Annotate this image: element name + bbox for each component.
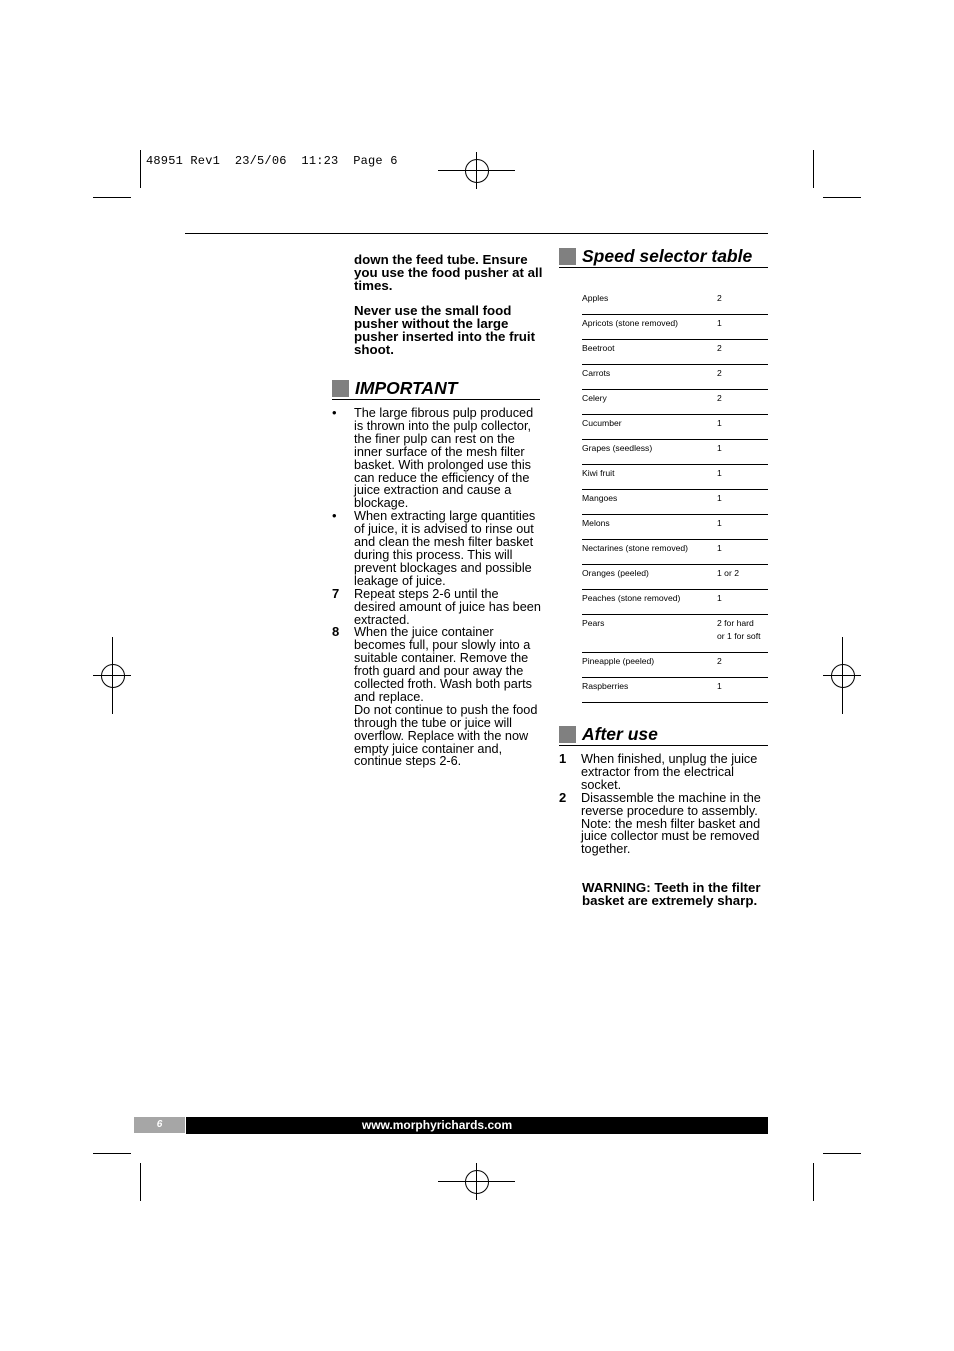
speed-value-alt: or 1 for soft: [717, 631, 761, 641]
step-item: [559, 753, 769, 792]
crop-mark: [823, 1153, 861, 1154]
fruit-name: Apples: [582, 293, 609, 303]
speed-value: 1: [717, 318, 722, 328]
table-row: [582, 290, 768, 315]
heading-marker: [332, 380, 349, 397]
bullet-text: The large fibrous pulp produced is thrown into the pulp collector, the finer pulp can rest on the inner surface of the mesh filter basket. With prolonged use this can reduce the efficiency of the juice extraction and cause a blockage.: [354, 406, 534, 511]
footer-bar: [186, 1117, 768, 1134]
speed-value: 1: [717, 681, 722, 691]
table-row: [582, 565, 768, 590]
table-row: [582, 440, 768, 465]
fruit-name: Kiwi fruit: [582, 468, 615, 478]
crop-mark: [93, 197, 131, 198]
after-use-heading-text: After use: [582, 724, 658, 744]
table-row: [582, 315, 768, 340]
crop-mark: [813, 1163, 814, 1201]
speed-value: 1: [717, 543, 722, 553]
step-number: 7: [332, 585, 340, 601]
fruit-name: Peaches (stone removed): [582, 593, 681, 603]
bullet-marker: •: [332, 508, 337, 524]
table-row: [582, 653, 768, 678]
fruit-name: Mangoes: [582, 493, 618, 503]
step-item: [559, 789, 769, 857]
table-row: [582, 490, 768, 515]
step-text: When the juice container becomes full, pour slowly into a suitable container. Remove the froth guard and pour away the collected froth. Wash both parts and replace.: [354, 625, 532, 704]
step-item: [332, 585, 542, 627]
warning-text: WARNING: Teeth in the filter basket are extremely sharp.: [582, 880, 761, 908]
page-number: 6: [156, 1119, 163, 1130]
crop-mark: [93, 1153, 131, 1154]
small-pusher-warning: Never use the small food pusher without the large pusher inserted into the fruit shoot.: [354, 303, 535, 357]
table-row: [582, 590, 768, 615]
after-use-steps: [559, 753, 769, 856]
fruit-name: Carrots: [582, 368, 611, 378]
step-number: 1: [559, 751, 567, 766]
table-row: [582, 390, 768, 415]
table-row: [582, 465, 768, 490]
speed-value: 2: [717, 393, 722, 403]
table-row: [582, 515, 768, 540]
speed-table-heading-text: Speed selector table: [582, 246, 753, 266]
fruit-name: Oranges (peeled): [582, 568, 649, 578]
step-note: Note: the mesh filter basket and juice collector must be removed together.: [581, 816, 761, 857]
fruit-name: Raspberries: [582, 681, 629, 691]
important-heading-text: IMPORTANT: [355, 378, 458, 398]
step-number: 8: [332, 624, 340, 640]
speed-selector-table: [582, 290, 768, 703]
website-url: www.morphyrichards.com: [361, 1118, 513, 1132]
speed-value: 1: [717, 493, 722, 503]
heading-marker: [559, 726, 576, 743]
step-text: Disassemble the machine in the reverse procedure to assembly.: [581, 790, 761, 818]
speed-table-heading: [559, 247, 768, 268]
speed-value: 1: [717, 418, 722, 428]
table-row: [582, 365, 768, 390]
step-note: Do not continue to push the food through the tube or juice will overflow. Replace with the now empty juice container and, continue steps 2-6.: [354, 702, 538, 769]
step-item: [332, 626, 542, 768]
step-text: Repeat steps 2-6 until the desired amount of juice has been extracted.: [354, 586, 541, 627]
speed-value: 1 or 2: [717, 568, 739, 578]
speed-value: 2: [717, 656, 722, 666]
step-text: When finished, unplug the juice extractor from the electrical socket.: [581, 752, 758, 792]
speed-value: 2: [717, 343, 722, 353]
bullet-item: [332, 407, 542, 510]
top-rule: [185, 233, 768, 234]
speed-value: 2: [717, 368, 722, 378]
fruit-name: Apricots (stone removed): [582, 318, 678, 328]
speed-value: 1: [717, 443, 722, 453]
crop-mark: [813, 150, 814, 188]
feed-tube-instruction: down the feed tube. Ensure you use the food pusher at all times.: [354, 252, 543, 293]
crop-mark: [140, 1163, 141, 1201]
table-row: [582, 540, 768, 565]
after-use-heading: [559, 725, 768, 746]
step-number: 2: [559, 789, 567, 805]
table-row: [582, 340, 768, 365]
fruit-name: Nectarines (stone removed): [582, 543, 689, 553]
speed-value: 2: [717, 293, 722, 303]
important-list: [332, 407, 542, 768]
fruit-name: Cucumber: [582, 418, 622, 428]
speed-value: 2 for hard: [717, 618, 754, 628]
crop-mark: [823, 197, 861, 198]
speed-value: 1: [717, 518, 722, 528]
fruit-name: Celery: [582, 393, 607, 403]
important-heading: [332, 379, 540, 400]
fruit-name: Pears: [582, 618, 605, 628]
speed-value: 1: [717, 593, 722, 603]
table-row: [582, 415, 768, 440]
bullet-item: [332, 510, 542, 587]
bullet-text: When extracting large quantities of juice, it is advised to rinse out and clean the mesh filter basket during this process. This will prevent blockages and possible leakage of juice.: [354, 509, 536, 588]
crop-mark: [140, 150, 141, 188]
bullet-marker: •: [332, 405, 337, 420]
table-row: [582, 678, 768, 703]
print-slug: 48951 Rev1 23/5/06 11:23 Page 6: [146, 154, 398, 168]
table-row: [582, 615, 768, 653]
heading-marker: [559, 248, 576, 265]
fruit-name: Pineapple (peeled): [582, 656, 655, 666]
fruit-name: Beetroot: [582, 343, 615, 353]
speed-value: 1: [717, 468, 722, 478]
fruit-name: Melons: [582, 518, 610, 528]
fruit-name: Grapes (seedless): [582, 443, 653, 453]
